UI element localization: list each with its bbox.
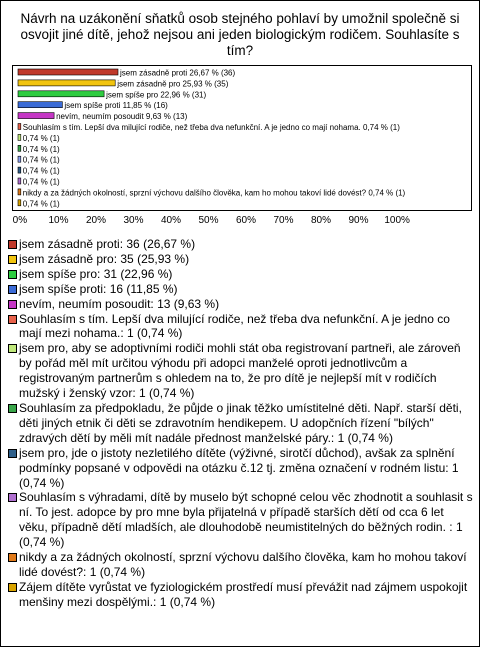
bar-label-1: jsem zásadně pro 25,93 % (35) — [117, 79, 229, 89]
x-tick-label: 90% — [348, 215, 369, 226]
bar-5 — [18, 124, 21, 130]
x-axis — [1, 215, 480, 229]
bar-label-0: jsem zásadně proti 26,67 % (36) — [120, 68, 236, 78]
legend-swatch — [8, 315, 17, 324]
legend-label: Zájem dítěte vyrůstat ve fyziologickém prostředí musí převážit nad zájmem uspokojit menšiny mezi dospělými.: 1 (0,74 %) — [19, 579, 468, 609]
legend-item — [7, 267, 475, 282]
legend-label: nikdy a za žádných okolností, sprzní výchovu dalšího člověka, kam ho mohou takoví lidé dovést?: 1 (0,74 %) — [19, 550, 467, 579]
legend-label: jsem pro, jde o jistoty nezletilého dítěte (výživné, sirotčí důchod), avšak za splnění podmínky popsané v odpovědi na otázku č.12 tj. změna označení v rodném listu: 1 (0,74 %) — [19, 445, 459, 490]
legend-swatch — [8, 493, 17, 502]
legend-item — [7, 401, 475, 446]
x-tick-label: 10% — [48, 215, 69, 226]
legend-item — [7, 490, 475, 550]
bar-0 — [18, 69, 118, 75]
legend-swatch — [8, 255, 17, 264]
plot-area — [12, 65, 472, 211]
legend-label: Souhlasím s výhradami, dítě by muselo být schopné celou věc zhodnotit a souhlasit s ní. To jest. adopce by pro mne byla přijatelná v případě starších dětí od cca 6 let věku, případně dětí mladších, ale dlouhodobě neumistitelných do běžných rodin. : 1 (0,74 %) — [19, 490, 473, 550]
legend-label: jsem spíše pro: 31 (22,96 %) — [19, 266, 173, 281]
x-tick-label: 50% — [198, 215, 219, 226]
x-tick-label: 40% — [160, 215, 182, 226]
bar-label-11: nikdy a za žádných okolností, sprzní výchovu dalšího člověka, kam ho mohou takoví lidé dovést? 0,74 % (1) — [22, 188, 406, 198]
x-tick-label: 100% — [384, 215, 410, 226]
x-tick-label: 60% — [235, 215, 257, 226]
legend-label: jsem spíše proti: 16 (11,85 %) — [19, 281, 178, 296]
bar-label-6: 0,74 % (1) — [22, 133, 60, 143]
x-tick-label: 70% — [273, 215, 294, 226]
legend-item — [7, 446, 475, 491]
x-tick-label: 80% — [310, 215, 332, 226]
bar-label-7: 0,74 % (1) — [22, 144, 60, 154]
legend-swatch — [8, 553, 17, 562]
legend-label: jsem zásadně proti: 36 (26,67 %) — [19, 237, 196, 251]
bar-label-10: 0,74 % (1) — [22, 177, 60, 187]
legend-item — [7, 282, 475, 297]
legend-item — [7, 580, 475, 610]
legend-swatch — [8, 240, 17, 249]
legend-swatch — [8, 300, 17, 309]
bar-7 — [18, 145, 21, 151]
legend-item — [7, 297, 475, 312]
legend-item — [7, 252, 475, 267]
bar-1 — [18, 80, 115, 86]
legend-swatch — [8, 449, 17, 458]
bar-10 — [18, 178, 21, 184]
legend-label: jsem pro, aby se adoptivními rodiči mohli stát oba registrovaní partneři, ale zároveň by pořád měl mít určitou výhodu při adopci manželé oproti jednotlivcům a registrovaným partnerům s ohledem na to, že pro dítě je nejlepší mít v rodičích mužský i ženský vzor: 1 (0,74 %) — [19, 341, 461, 401]
legend-swatch — [8, 583, 17, 592]
legend — [7, 237, 475, 610]
legend-label: jsem zásadně pro: 35 (25,93 %) — [19, 251, 190, 266]
legend-swatch — [8, 285, 17, 294]
bar-label-12: 0,74 % (1) — [22, 199, 60, 209]
chart-title: Návrh na uzákonění sňatků osob stejného pohlaví by umožnil společně si osvojit jiné dítě, jehož nejsou ani jeden biologickým rodičem. Souhlasíte s tím? — [20, 11, 460, 58]
legend-item — [7, 312, 475, 342]
legend-item — [7, 237, 475, 252]
bar-9 — [18, 167, 21, 173]
bar-label-3: jsem spíše proti 11,85 % (16) — [64, 101, 168, 111]
bar-2 — [18, 91, 104, 97]
legend-swatch — [8, 404, 17, 413]
bar-label-4: nevím, neumím posoudit 9,63 % (13) — [56, 112, 188, 122]
legend-swatch — [8, 270, 17, 279]
bar-12 — [18, 200, 21, 206]
x-tick-label: 30% — [123, 215, 144, 226]
legend-label: nevím, neumím posoudit: 13 (9,63 %) — [19, 296, 220, 311]
legend-label: Souhlasím za předpokladu, že půjde o jinak těžko umístitelné děti. Např. starší děti, děti jiných etnik či děti se zdravotním hendikepem. U adopčních řízení "bílých" zdravých dětí by měli mít nadále přednost manželské páry.: 1 (0,74 %) — [19, 400, 462, 445]
legend-label: Souhlasím s tím. Lepší dva milující rodiče, než třeba dva nefunkční. A je jedno co mají mezi nohama.: 1 (0,74 %) — [19, 311, 450, 341]
bar-label-5: Souhlasím s tím. Lepší dva milující rodiče, než třeba dva nefunkční. A je jedno co mají nohama. 0,74 % (1) — [22, 123, 400, 132]
bar-6 — [18, 134, 21, 140]
x-tick-label: 20% — [85, 215, 107, 226]
bar-8 — [18, 156, 21, 162]
bar-label-9: 0,74 % (1) — [22, 166, 60, 176]
legend-swatch — [8, 344, 17, 353]
legend-item — [7, 341, 475, 401]
bar-chart-svg — [13, 66, 472, 211]
legend-item — [7, 550, 475, 580]
bar-11 — [18, 189, 21, 195]
bar-label-8: 0,74 % (1) — [22, 155, 60, 165]
x-tick-label: 0% — [12, 215, 28, 226]
bar-3 — [18, 102, 62, 108]
bar-4 — [18, 113, 54, 119]
bar-label-2: jsem spíše pro 22,96 % (31) — [106, 90, 207, 100]
